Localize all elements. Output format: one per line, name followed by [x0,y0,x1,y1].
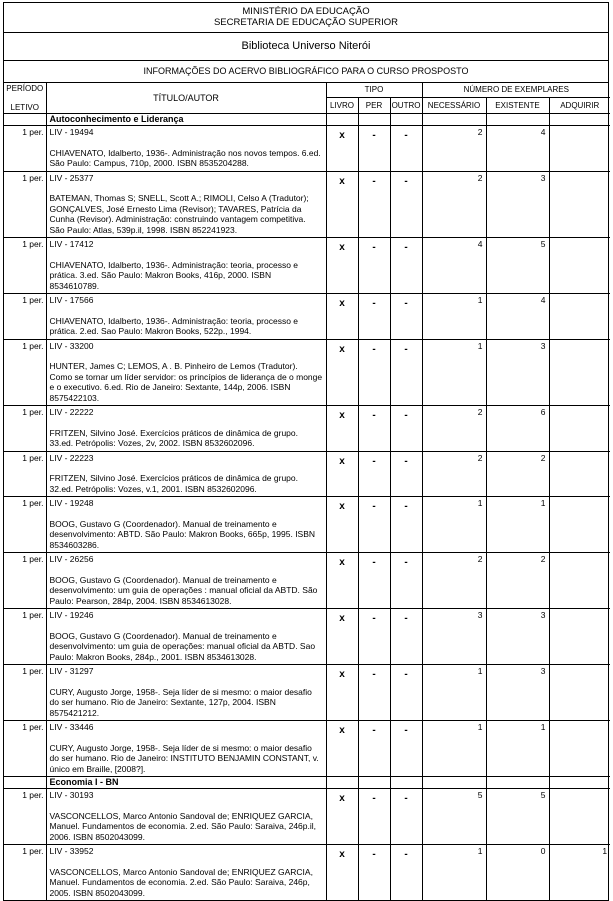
periodo-cell: 1 per. [4,497,46,553]
outro-cell: - [390,451,422,497]
item-reference: CHIAVENATO, Idalberto, 1936-. Administração: teoria, processo e prática. 2.ed. Sao Paulo: Makron Books, 522p., 1994. [49,315,299,336]
livro-cell: x [326,609,358,665]
livro-cell: x [326,789,358,845]
necessario-cell: 2 [422,126,486,172]
table-row [4,339,610,406]
necessario-cell: 3 [422,609,486,665]
title-cell [46,845,326,901]
adquirir-cell [549,406,610,452]
title-cell [46,497,326,553]
exemplares-header: NÚMERO DE EXEMPLARES [422,83,610,97]
section-empty-cell [549,114,610,126]
section-periodo [4,777,46,789]
table-row [4,238,610,294]
ministry-title: MINISTÉRIO DA EDUCAÇÃO [242,6,370,17]
adquirir-cell [549,789,610,845]
livro-header: LIVRO [326,97,358,113]
adquirir-cell [549,665,610,721]
adquirir-cell [549,339,610,406]
section-empty-cell [390,114,422,126]
livro-cell: x [326,339,358,406]
existente-cell: 2 [486,553,549,609]
ministry-header [4,3,608,33]
existente-cell: 4 [486,294,549,340]
item-reference: CHIAVENATO, Idalberto, 1936-. Administração: teoria, processo e prática. 3.ed. São Paulo: Makron Books, 416p, 2000. ISBN 8534610789. [49,259,299,291]
table-row [4,497,610,553]
necessario-cell: 1 [422,721,486,777]
livro-cell: x [326,845,358,901]
per-cell: - [358,665,390,721]
title-cell [46,238,326,294]
outro-cell: - [390,406,422,452]
section-periodo [4,114,46,126]
item-code: LIV - 22222 [49,407,94,417]
item-reference: BOOG, Gustavo G (Coordenador). Manual de treinamento e desenvolvimento: um guia de operações : manual oficial da ABTD. São Paulo: Pearson, 284p, 2004. ISBN 8534613028. [49,574,318,606]
secretariat-title: SECRETARIA DE EDUCAÇÃO SUPERIOR [213,17,399,28]
item-code: LIV - 17412 [49,239,94,249]
item-reference: BOOG, Gustavo G (Coordenador). Manual de treinamento e desenvolvimento: ABTD. São Paulo: Makron Books, 665p, 1995. ISBN 8534603286. [49,518,316,550]
table-row [4,721,610,777]
title-cell [46,294,326,340]
table-row [4,665,610,721]
livro-cell: x [326,553,358,609]
item-code: LIV - 17566 [49,295,94,305]
adquirir-header: ADQUIRIR [549,97,610,113]
existente-cell: 1 [486,497,549,553]
outro-header: OUTRO [390,97,422,113]
item-reference: VASCONCELLOS, Marco Antonio Sandoval de; ENRIQUEZ GARCIA, Manuel. Fundamentos de economia. 2.ed. São Paulo: Saraiva, 246p.il, 2006. ISBN 8502043099. [49,810,317,842]
item-code: LIV - 19246 [49,610,94,620]
outro-cell: - [390,171,422,238]
existente-cell: 5 [486,238,549,294]
periodo-cell: 1 per. [4,126,46,172]
livro-cell: x [326,721,358,777]
adquirir-cell [549,126,610,172]
item-reference: CURY, Augusto Jorge, 1958-. Seja líder de si mesmo: o maior desafio do ser humano. Rio de Janeiro: INSTITUTO BENJAMIN CONSTANT, v. único em Braille, [2008?]. [49,742,319,774]
periodo-cell: 1 per. [4,553,46,609]
table-row [4,294,610,340]
item-code: LIV - 33446 [49,722,94,732]
existente-cell: 2 [486,451,549,497]
necessario-cell: 1 [422,665,486,721]
necessario-cell: 1 [422,294,486,340]
section-empty-cell [486,114,549,126]
item-reference: BATEMAN, Thomas S; SNELL, Scott A.; RIMOLI, Celso A (Tradutor); GONÇALVES, José Ernesto Lima (Revisor); TAVARES, Patrícia da Cunha (Revisor). Administração: construindo vantagem competitiva. São Paulo: Atlas, 539p.il, 1998. ISBN 852241923. [49,193,309,235]
section-title: Economia I - BN [46,777,326,789]
item-code: LIV - 33200 [49,340,94,351]
item-reference: BOOG, Gustavo G (Coordenador). Manual de treinamento e desenvolvimento: um guia de operações: manual oficial da ABTD. Sao Paulo: Makron Books, 284p., 2001. ISBN 8534613028. [49,630,316,662]
title-cell [46,789,326,845]
item-reference: FRITZEN, Silvino José. Exercícios práticos de dinâmica de grupo. 33.ed. Petrópolis: Vozes, 2v, 2002. ISBN 8532602096. [49,427,298,448]
adquirir-cell [549,238,610,294]
livro-cell: x [326,294,358,340]
table-row [4,171,610,238]
outro-cell: - [390,665,422,721]
existente-cell: 0 [486,845,549,901]
adquirir-cell [549,497,610,553]
table-row [4,406,610,452]
adquirir-cell: 1 [549,845,610,901]
necessario-cell: 2 [422,553,486,609]
tipo-header: TIPO [326,83,422,97]
livro-cell: x [326,238,358,294]
titulo-header: TÍTULO/AUTOR [46,83,326,114]
per-cell: - [358,339,390,406]
per-cell: - [358,609,390,665]
necessario-cell: 5 [422,789,486,845]
per-cell: - [358,497,390,553]
outro-cell: - [390,553,422,609]
periodo-cell: 1 per. [4,339,46,406]
adquirir-cell [549,451,610,497]
section-empty-cell [326,777,358,789]
section-empty-cell [358,114,390,126]
existente-cell: 3 [486,171,549,238]
necessario-cell: 2 [422,451,486,497]
periodo-cell: 1 per. [4,721,46,777]
section-title: Autoconhecimento e Liderança [46,114,326,126]
per-cell: - [358,126,390,172]
outro-cell: - [390,126,422,172]
section-row [4,777,610,789]
title-cell [46,126,326,172]
title-cell [46,171,326,238]
per-cell: - [358,171,390,238]
bibliography-sheet [3,2,609,901]
livro-cell: x [326,406,358,452]
item-code: LIV - 30193 [49,790,94,800]
outro-cell: - [390,497,422,553]
outro-cell: - [390,609,422,665]
outro-cell: - [390,789,422,845]
necessario-cell: 1 [422,845,486,901]
existente-cell: 3 [486,609,549,665]
table-body [4,114,610,901]
item-code: LIV - 19494 [49,127,94,137]
collection-table [4,83,610,900]
section-empty-cell [358,777,390,789]
item-code: LIV - 25377 [49,172,94,183]
section-empty-cell [486,777,549,789]
section-empty-cell [390,777,422,789]
adquirir-cell [549,609,610,665]
title-cell [46,665,326,721]
periodo-cell: 1 per. [4,171,46,238]
table-row [4,789,610,845]
item-code: LIV - 22223 [49,452,94,463]
periodo-cell: 1 per. [4,665,46,721]
necessario-header: NECESSÁRIO [422,97,486,113]
existente-cell: 6 [486,406,549,452]
library-title: Biblioteca Universo Niterói [4,33,608,61]
table-row [4,126,610,172]
section-row [4,114,610,126]
table-row [4,845,610,901]
periodo-header-top: PERÍODO [6,84,44,93]
outro-cell: - [390,721,422,777]
per-cell: - [358,406,390,452]
existente-header: EXISTENTE [486,97,549,113]
section-empty-cell [422,777,486,789]
per-cell: - [358,294,390,340]
adquirir-cell [549,553,610,609]
livro-cell: x [326,451,358,497]
section-empty-cell [422,114,486,126]
livro-cell: x [326,126,358,172]
periodo-cell: 1 per. [4,238,46,294]
periodo-header-bottom: LETIVO [10,103,39,112]
per-cell: - [358,845,390,901]
title-cell [46,451,326,497]
per-cell: - [358,789,390,845]
per-cell: - [358,451,390,497]
periodo-cell: 1 per. [4,609,46,665]
item-reference: HUNTER, James C; LEMOS, A . B. Pinheiro de Lemos (Tradutor). Como se tornar um líder servidor: os princípios de liderança de o monge e o executivo. 6.ed. Rio de Janeiro: Sextante, 144p, 2006. ISBN 8575422103. [49,361,323,403]
existente-cell: 5 [486,789,549,845]
periodo-cell: 1 per. [4,294,46,340]
section-empty-cell [326,114,358,126]
per-cell: - [358,238,390,294]
existente-cell: 1 [486,721,549,777]
adquirir-cell [549,171,610,238]
necessario-cell: 4 [422,238,486,294]
item-reference: FRITZEN, Silvino José. Exercícios práticos de dinâmica de grupo. 32.ed. Petrópolis: Vozes, v.1, 2001. ISBN 8532602096. [49,473,298,494]
adquirir-cell [549,294,610,340]
title-cell [46,339,326,406]
existente-cell: 3 [486,665,549,721]
title-cell [46,609,326,665]
title-cell [46,553,326,609]
item-code: LIV - 31297 [49,666,94,676]
outro-cell: - [390,339,422,406]
necessario-cell: 1 [422,497,486,553]
item-reference: CURY, Augusto Jorge, 1958-. Seja líder de si mesmo: o maior desafio do ser humano. Rio de Janeiro: Sextante, 127p, 2004. ISBN 8575421212. [49,686,312,718]
periodo-cell: 1 per. [4,451,46,497]
outro-cell: - [390,294,422,340]
title-cell [46,406,326,452]
outro-cell: - [390,238,422,294]
info-title: INFORMAÇÕES DO ACERVO BIBLIOGRÁFICO PARA O CURSO PROSPOSTO [4,61,608,83]
item-reference: CHIAVENATO, Idalberto, 1936-. Administração nos novos tempos. 6.ed. São Paulo: Campus, 710p, 2000. ISBN 8535204288. [49,147,321,168]
periodo-cell: 1 per. [4,406,46,452]
existente-cell: 3 [486,339,549,406]
periodo-cell: 1 per. [4,845,46,901]
livro-cell: x [326,171,358,238]
outro-cell: - [390,845,422,901]
livro-cell: x [326,665,358,721]
necessario-cell: 2 [422,171,486,238]
per-cell: - [358,721,390,777]
necessario-cell: 1 [422,339,486,406]
item-code: LIV - 19248 [49,498,94,508]
livro-cell: x [326,497,358,553]
necessario-cell: 2 [422,406,486,452]
section-empty-cell [549,777,610,789]
table-row [4,609,610,665]
adquirir-cell [549,721,610,777]
per-cell: - [358,553,390,609]
existente-cell: 4 [486,126,549,172]
periodo-header [4,83,46,114]
per-header: PER [358,97,390,113]
title-cell [46,721,326,777]
item-code: LIV - 26256 [49,554,94,564]
table-row [4,553,610,609]
periodo-cell: 1 per. [4,789,46,845]
item-code: LIV - 33952 [49,846,94,856]
table-row [4,451,610,497]
item-reference: VASCONCELLOS, Marco Antonio Sandoval de; ENRIQUEZ GARCIA, Manuel. Fundamentos de economia. 2.ed. São Paulo: Saraiva, 246p, 2005. ISBN 8502043099. [49,866,313,898]
